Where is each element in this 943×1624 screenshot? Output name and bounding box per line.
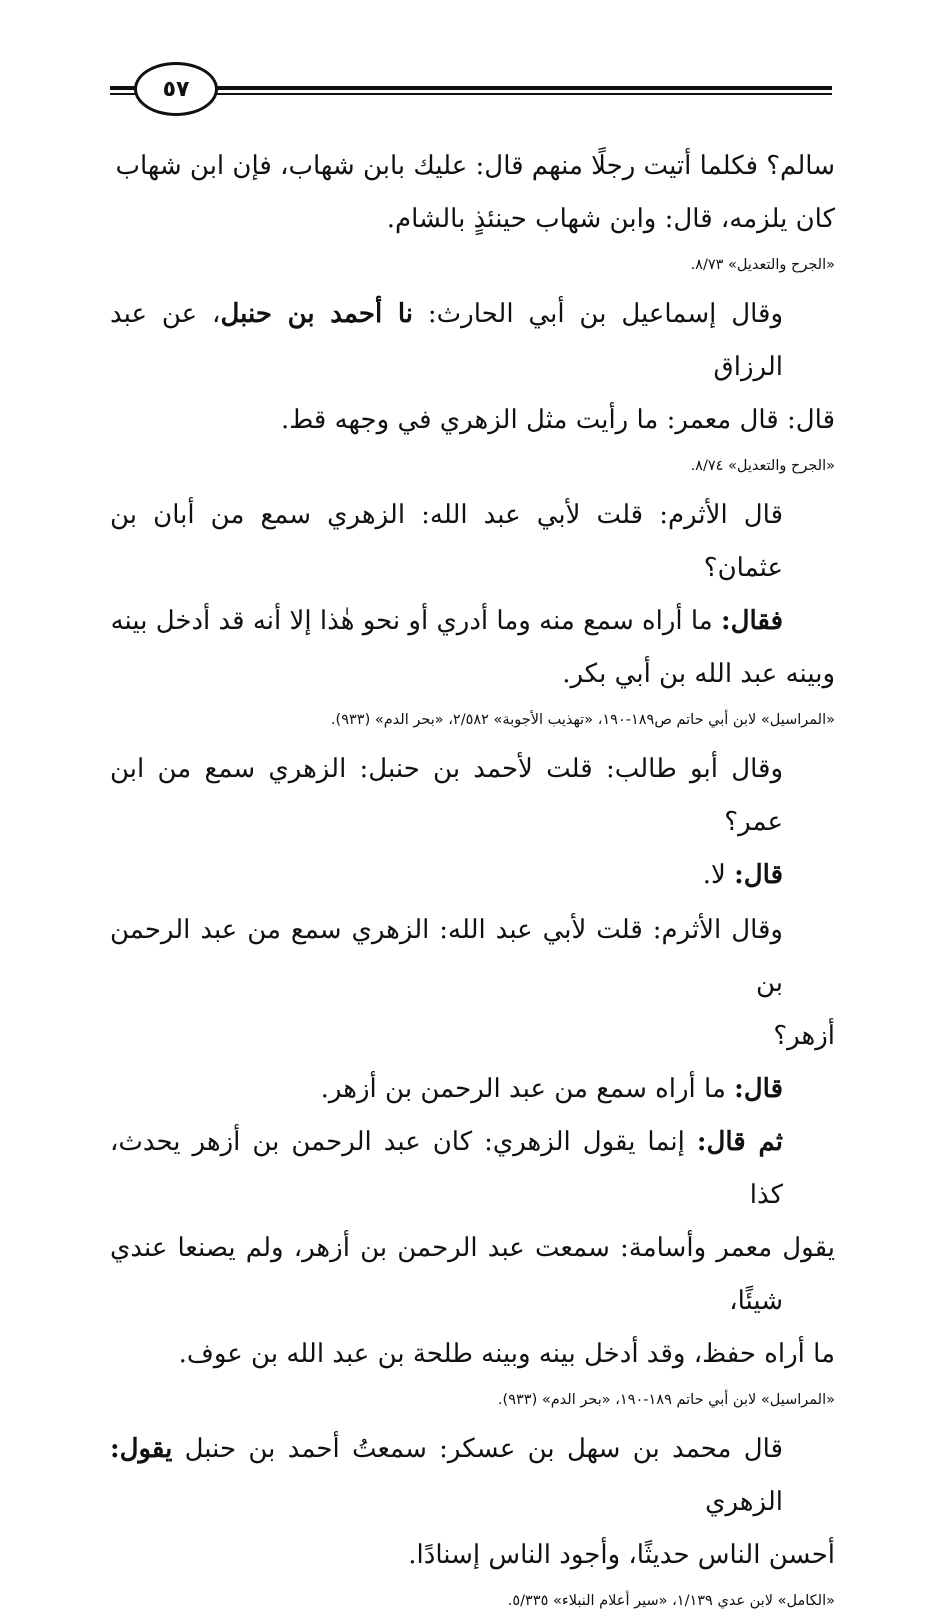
source-citation-3: «المراسيل» لابن أبي حاتم ص١٨٩-١٩٠، «تهذيب الأجوبة» ٢/٥٨٢، «بحر الدم» (٩٣٣). bbox=[330, 712, 835, 728]
paragraph-10 bbox=[110, 1423, 835, 1582]
paragraph-8 bbox=[110, 1063, 835, 1116]
line-rest: ما أراه سمع منه وما أدري أو نحو هٰذا إلا أنه قد أدخل بينه bbox=[110, 606, 721, 636]
source-citation-2: «الجرح والتعديل» ٨/٧٤. bbox=[690, 458, 835, 474]
header-rule-thick bbox=[110, 86, 832, 90]
paragraph-7 bbox=[110, 904, 835, 1063]
bold-lead: قال: bbox=[734, 860, 783, 890]
paragraph-6 bbox=[110, 849, 835, 902]
paragraph-3: قال الأثرم: قلت لأبي عبد الله: الزهري سمع من أبان بن عثمان؟ bbox=[110, 500, 783, 583]
source-citation-5: «الكامل» لابن عدي ١/١٣٩، «سير أعلام النبلاء» ٥/٣٣٥. bbox=[507, 1593, 835, 1609]
paragraph-4 bbox=[110, 595, 835, 701]
paragraph-1 bbox=[110, 140, 835, 246]
line: ما أراه حفظ، وقد أدخل بينه وبينه طلحة بن عبد الله بن عوف. bbox=[178, 1339, 835, 1369]
bold-phrase: نا أحمد بن حنبل bbox=[220, 299, 414, 329]
line-end: ، عن عبد الرزاق bbox=[110, 299, 783, 382]
line: وقال الأثرم: قلت لأبي عبد الله: الزهري سمع من عبد الرحمن بن bbox=[110, 915, 783, 998]
page-header bbox=[110, 62, 832, 120]
page-number: ٥٧ bbox=[134, 62, 218, 116]
line: كان يلزمه، قال: وابن شهاب حينئذٍ بالشام. bbox=[386, 204, 835, 234]
line: وبينه عبد الله بن أبي بكر. bbox=[562, 659, 835, 689]
bold-lead: ثم قال: bbox=[696, 1127, 783, 1157]
paragraph-5: وقال أبو طالب: قلت لأحمد بن حنبل: الزهري سمع من ابن عمر؟ bbox=[110, 754, 783, 837]
line: سالم؟ فكلما أتيت رجلًا منهم قال: عليك بابن شهاب، فإن ابن شهاب bbox=[115, 151, 835, 181]
line-rest: ما أراه سمع من عبد الرحمن بن أزهر. bbox=[320, 1074, 735, 1104]
line: أحسن الناس حديثًا، وأجود الناس إسنادًا. bbox=[408, 1540, 835, 1570]
line-rest: لا. bbox=[702, 860, 735, 890]
source-citation-4: «المراسيل» لابن أبي حاتم ١٨٩-١٩٠، «بحر الدم» (٩٣٣). bbox=[497, 1392, 835, 1408]
line: يقول معمر وأسامة: سمعت عبد الرحمن بن أزهر، ولم يصنعا عندي شيئًا، bbox=[110, 1233, 835, 1316]
line-start: قال محمد بن سهل بن عسكر: سمعتُ أحمد بن حنبل bbox=[172, 1434, 783, 1464]
bold-lead: فقال: bbox=[721, 606, 783, 636]
page-body bbox=[110, 140, 835, 1624]
header-rule-thin bbox=[110, 93, 832, 95]
source-citation-1: «الجرح والتعديل» ٨/٧٣. bbox=[690, 257, 835, 273]
bold-phrase: يقول: bbox=[110, 1434, 173, 1464]
paragraph-9 bbox=[110, 1116, 835, 1381]
line-rest: إنما يقول الزهري: كان عبد الرحمن بن أزهر يحدث، كذا bbox=[110, 1127, 783, 1210]
line-start: وقال إسماعيل بن أبي الحارث: bbox=[413, 299, 784, 329]
line-end: الزهري bbox=[705, 1487, 783, 1517]
bold-lead: قال: bbox=[734, 1074, 783, 1104]
line: قال: قال معمر: ما رأيت مثل الزهري في وجهه قط. bbox=[280, 405, 835, 435]
paragraph-2 bbox=[110, 288, 835, 447]
line: أزهر؟ bbox=[773, 1021, 835, 1051]
